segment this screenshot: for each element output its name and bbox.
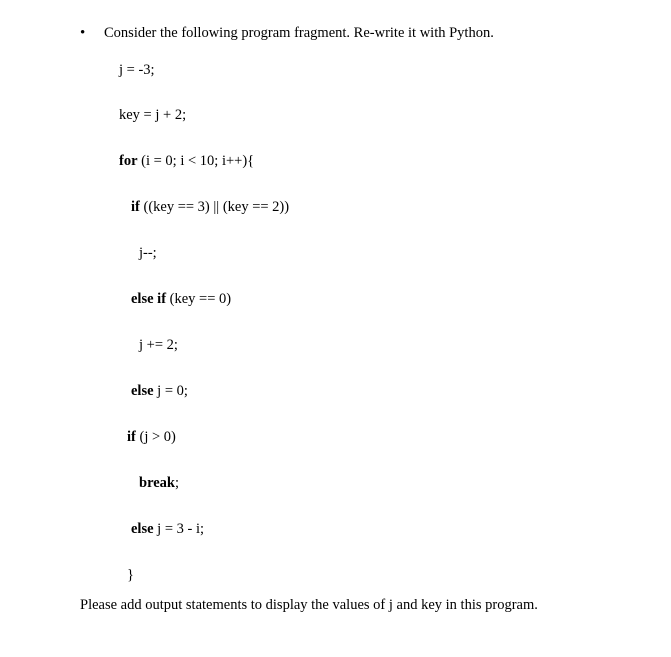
code-line-3 [119,152,254,170]
code-line-8 [131,382,188,400]
code-line-11 [131,520,204,538]
code-line-9-rest: (j > 0) [135,429,176,445]
intro-text: Consider the following program fragment. Re-write it with Python. [104,25,494,41]
keyword-else-if: else if [131,291,167,307]
code-line-10 [139,474,179,492]
bullet-point: • [80,25,86,41]
code-line-10-rest: ; [175,475,180,491]
footer-text: Please add output statements to display the values of j and key in this program. [80,597,538,613]
code-line-4 [131,198,289,216]
keyword-for: for [119,153,138,169]
code-line-6 [131,290,231,308]
code-line-12: } [127,567,134,583]
keyword-else: else [131,383,154,399]
code-line-7: j += 2; [139,337,178,353]
code-line-1: j = -3; [119,62,155,78]
code-line-5: j--; [139,245,157,261]
keyword-if-2: if [127,429,136,445]
code-line-8-rest: j = 0; [153,383,188,399]
code-line-2: key = j + 2; [119,107,187,123]
keyword-if: if [131,199,140,215]
code-line-3-rest: (i = 0; i < 10; i++){ [137,153,255,169]
keyword-else-2: else [131,521,154,537]
code-line-4-rest: ((key == 3) || (key == 2)) [139,199,290,215]
code-line-11-rest: j = 3 - i; [153,521,205,537]
keyword-break: break [139,475,175,491]
code-line-6-rest: (key == 0) [166,291,232,307]
code-line-9 [127,428,176,446]
